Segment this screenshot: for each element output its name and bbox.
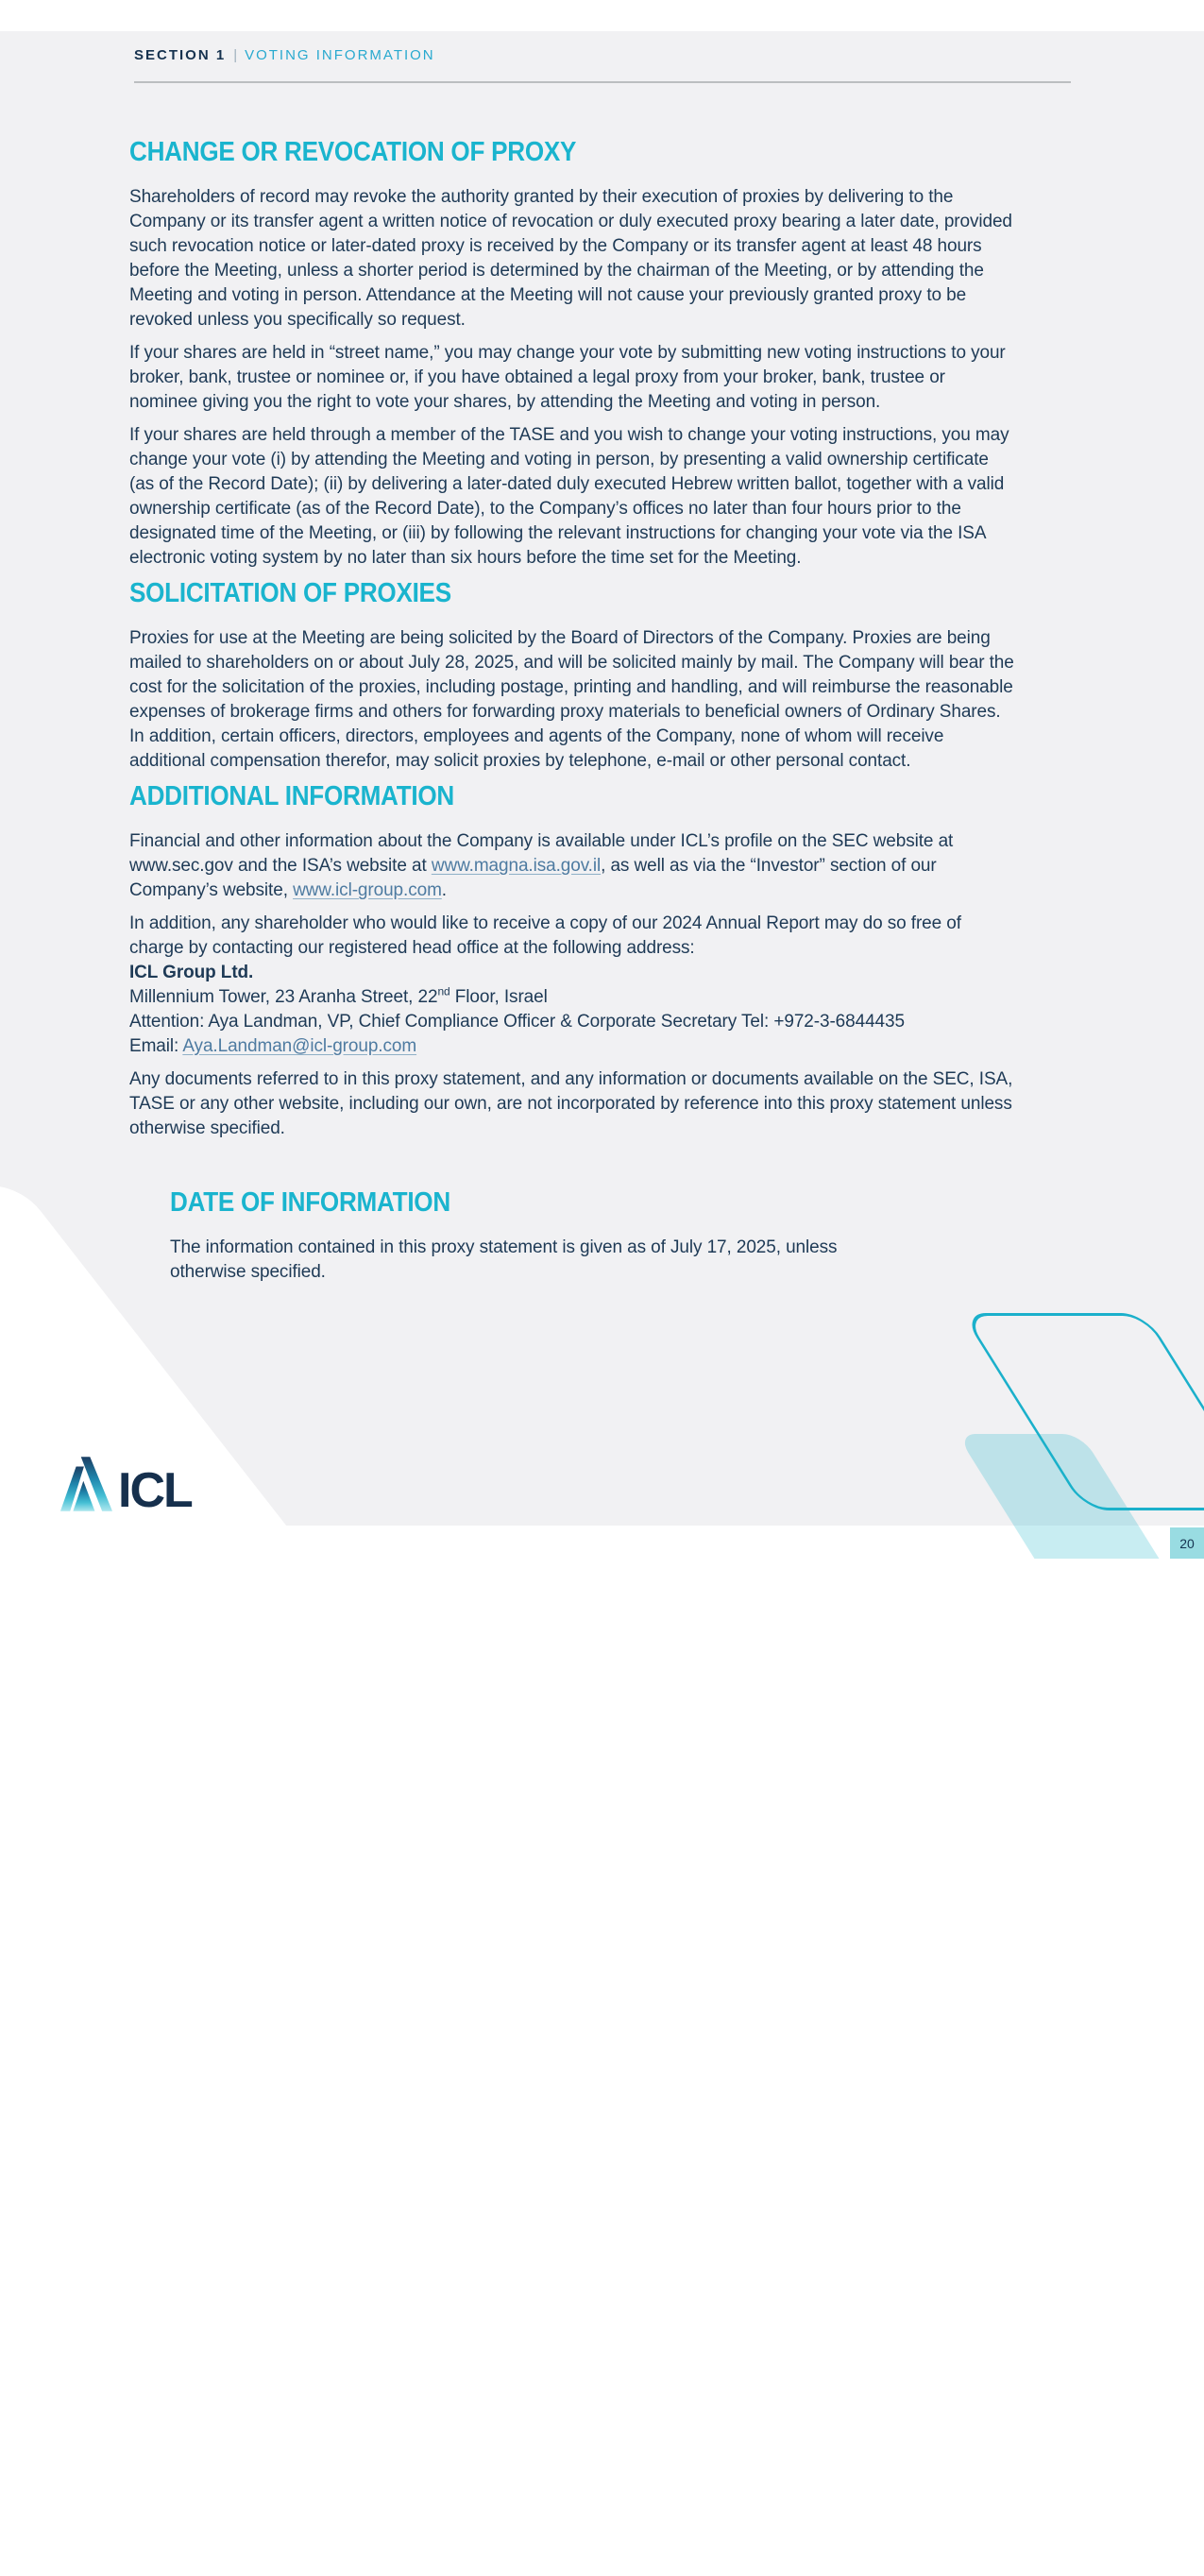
annual-report-intro: In addition, any shareholder who would like to receive a copy of our 2024 Annual Report may do so free of charge by contacting our registered head office at the following address:: [129, 913, 961, 958]
paragraph: If your shares are held in “street name,” you may change your vote by submitting new voting instructions to your broker, bank, trustee or nominee or, if you have obtained a legal proxy from your broker, bank, trustee or nominee giving you the right to vote your shares, by attending the Meeting and voting in person.: [129, 343, 1006, 412]
page-number: 20: [1179, 1535, 1195, 1551]
heading-solicitation-of-proxies: SOLICITATION OF PROXIES: [129, 578, 451, 608]
heading-date-of-information: DATE OF INFORMATION: [170, 1187, 450, 1218]
section-label: SECTION 1: [134, 47, 227, 63]
date-of-information-section: [170, 1188, 1018, 1285]
contact-paragraph: [129, 912, 1018, 1059]
icl-logo-mark: [52, 1457, 112, 1511]
address-suffix: Floor, Israel: [449, 987, 548, 1007]
page-number-badge: [1170, 1527, 1204, 1559]
company-address: [129, 985, 1018, 1010]
attention-line: Attention: Aya Landman, VP, Chief Compliance Officer & Corporate Secretary Tel: +972-3-6844435: [129, 1012, 905, 1032]
paragraph: The information contained in this proxy statement is given as of July 17, 2025, unless otherwise specified.: [170, 1237, 838, 1282]
heading-change-or-revocation: CHANGE OR REVOCATION OF PROXY: [129, 137, 577, 167]
magna-isa-link[interactable]: www.magna.isa.gov.il: [431, 856, 602, 876]
company-name: ICL Group Ltd.: [129, 963, 254, 982]
paragraph: If your shares are held through a member of the TASE and you wish to change your voting instructions, you may change your vote (i) by attending the Meeting and voting in person, by presenting a valid ownership certificate (as of the Record Date); (ii) by delivering a later-dated duly executed Hebrew written ballot, together with a valid ownership certificate (as of the Record Date), to the Company’s offices no later than four hours prior to the designated time of the Meeting, or (iii) by following the relevant instructions for changing your vote via the ISA electronic voting system by no later than six hours before the time set for the Meeting.: [129, 425, 1009, 568]
text-run: Financial and other information about the Company is available under ICL’s profile on the SEC website at www.sec.gov and the ISA’s website at: [129, 831, 954, 876]
contact-block: [129, 961, 1018, 1059]
disclaimer-paragraph: Any documents referred to in this proxy statement, and any information or documents available on the SEC, ISA, TASE or any other website, including our own, are not incorporated by reference into this proxy statement unless otherwise specified.: [129, 1069, 1013, 1138]
header-separator: |: [233, 47, 238, 63]
paragraph: Shareholders of record may revoke the authority granted by their execution of proxies by delivering to the Company or its transfer agent a written notice of revocation or duly executed proxy bearing a later date, provided such revocation notice or later-dated proxy is received by the Company or its transfer agent at least 48 hours before the Meeting, unless a shorter period is determined by the chairman of the Meeting, or by attending the Meeting and voting in person. Attendance at the Meeting will not cause your previously granted proxy to be revoked unless you specifically so request.: [129, 187, 1012, 330]
email-line: [129, 1034, 1018, 1059]
email-label: Email:: [129, 1036, 183, 1056]
section-title: VOTING INFORMATION: [245, 47, 435, 63]
ordinal-superscript: nd: [437, 984, 450, 998]
icl-logo-text: ICL: [118, 1463, 192, 1519]
icl-logo: [52, 1457, 192, 1519]
page-body: [129, 138, 1018, 1293]
paragraph-financial-info: [129, 829, 1018, 903]
heading-additional-information: ADDITIONAL INFORMATION: [129, 781, 454, 811]
running-header: [134, 47, 435, 63]
paragraph: Proxies for use at the Meeting are being solicited by the Board of Directors of the Company. Proxies are being mailed to shareholders on or about July 28, 2025, and will be solicited mainly by mail. The Company will bear the cost for the solicitation of the proxies, including postage, printing and handling, and will reimburse the reasonable expenses of brokerage firms and others for forwarding proxy materials to beneficial owners of Ordinary Shares. In addition, certain officers, directors, employees and agents of the Company, none of whom will receive additional compensation therefor, may solicit proxies by telephone, e-mail or other personal contact.: [129, 628, 1014, 771]
text-run: , as well as via the “Investor” section of our Company’s website,: [129, 856, 937, 900]
address-prefix: Millennium Tower, 23 Aranha Street, 22: [129, 987, 438, 1007]
icl-group-link[interactable]: www.icl-group.com: [293, 880, 442, 900]
header-rule: [134, 81, 1071, 83]
email-link[interactable]: Aya.Landman@icl-group.com: [182, 1036, 417, 1056]
text-run: .: [441, 880, 447, 900]
